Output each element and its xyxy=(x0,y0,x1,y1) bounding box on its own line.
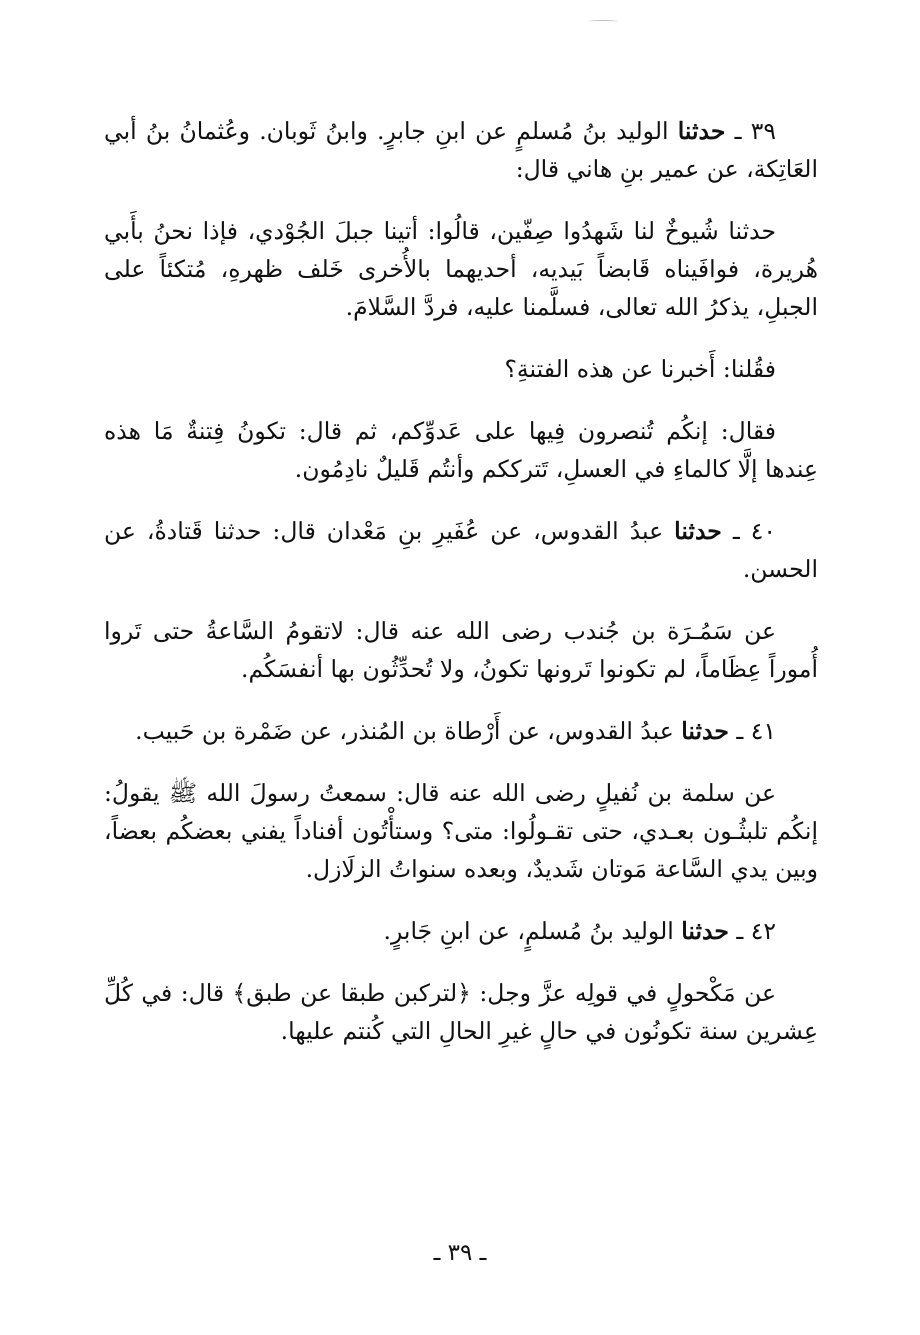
hadith-number: ٤٠ ـ xyxy=(732,517,776,545)
isnad-keyword: حدثنا xyxy=(677,117,726,145)
isnad-39 xyxy=(104,112,818,188)
matn-paragraph: عن مَكْحولٍ في قولِه عزَّ وجل: ﴿لتركبن طبقا عن طبق﴾ قال: في كُلِّ عِشرين سنة تكونُون في حالٍ غيرِ الحالِ التي كُنتم عليها. xyxy=(104,979,818,1045)
text-block xyxy=(104,112,818,1074)
page-edge-mark xyxy=(588,20,618,23)
isnad-41 xyxy=(104,712,818,750)
isnad-keyword: حدثنا xyxy=(681,717,729,745)
isnad-text: عبدُ القدوس، عن عُفَيرِ بنِ مَعْدان قال: حدثنا قَتادةُ، عن الحسن. xyxy=(104,517,818,583)
matn-paragraph: فقُلنا: أَخبرنا عن هذه الفتنةِ؟ xyxy=(504,355,776,383)
matn-paragraph: حدثنا شُيوخٌ لنا شَهدُوا صِفّين، قالُوا: أتينا جبلَ الجُوْدي، فإذا نحنُ بأَبي هُريرة، فوافَيناه قَابضاً بَيديه، أحديهما بالأُخرى خَلف ظهرهِ، مُتكئاً على الجبلِ، يذكرُ الله تعالى، فسلَّمنا عليه، فردَّ السَّلامَ. xyxy=(104,217,818,321)
matn-paragraph: فقال: إنكُم تُنصرون فِيها على عَدوِّكم، ثم قال: تكونُ فِتنةٌ مَا هذه عِندها إلَّا كالماءِ في العسلِ، تَترككم وأنتُم قَليلٌ نادِمُون. xyxy=(104,417,818,483)
hadith-number: ٤١ ـ xyxy=(736,717,776,745)
isnad-text: الوليد بنُ مُسلمٍ عن ابنِ جابرٍ. وابنُ ثَوبان. وعُثمانُ بنُ أبي العَاتِكة، عن عمير بنِ هاني قال: xyxy=(104,117,818,183)
hadith-number: ٣٩ ـ xyxy=(734,117,776,145)
matn-paragraph: عن سلمة بن نُفيلٍ رضى الله عنه قال: سمعتُ رسولَ الله ﷺ يقولُ: إنكُم تلبثُـون بعـدي، حتى تقـولُوا: متى؟ وستأْتُون أفناداً يفني بعضكُم بعضاً، وبين يدي السَّاعة مَوتان شَديدٌ، وبعده سنواتُ الزلَازل. xyxy=(104,779,818,883)
matn-paragraph: عن سَمُـرَة بن جُندب رضى الله عنه قال: لاتقومُ السَّاعةُ حتى تَروا أُموراً عِظَاماً، لم تكونوا تَرونها تكونُ، ولا تُحدِّثُون بها أنفسَكُم. xyxy=(104,617,818,683)
isnad-40 xyxy=(104,512,818,588)
isnad-42 xyxy=(104,912,818,950)
page-number: ـ ٣٩ ـ xyxy=(433,1240,487,1266)
hadith-number: ٤٢ ـ xyxy=(736,917,776,945)
isnad-keyword: حدثنا xyxy=(674,517,722,545)
isnad-text: عبدُ القدوس، عن أَرْطاة بن المُنذر، عن ضَمْرة بن حَبيب. xyxy=(135,717,674,745)
isnad-text: الوليد بنُ مُسلمٍ، عن ابنِ جَابرٍ. xyxy=(383,917,674,945)
isnad-keyword: حدثنا xyxy=(681,917,729,945)
